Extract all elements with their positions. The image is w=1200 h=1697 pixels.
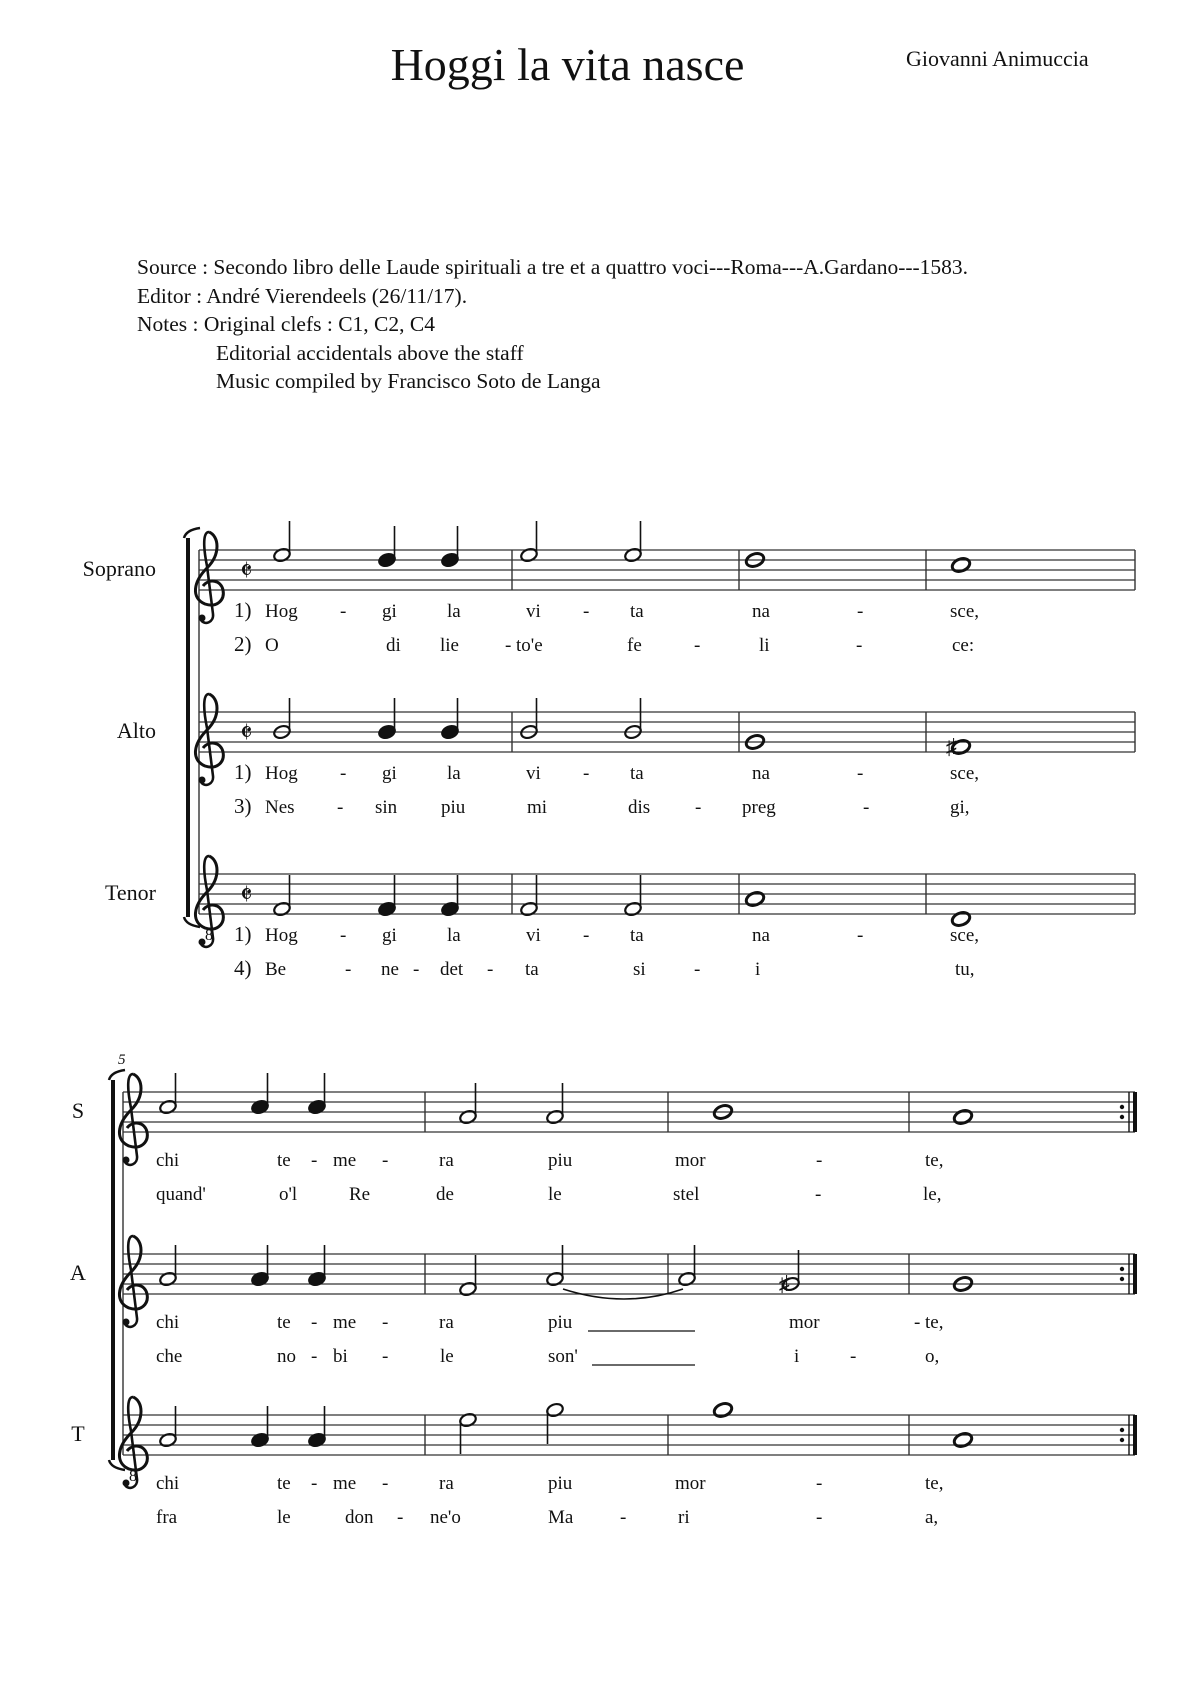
half-note	[624, 875, 643, 917]
half-note	[273, 698, 292, 740]
lyric-hyphen: -	[694, 959, 701, 980]
lyric-syllable: gi	[382, 763, 397, 784]
half-note	[159, 1073, 178, 1115]
whole-note	[712, 1401, 733, 1418]
half-note	[520, 521, 539, 563]
lyric-hyphen: -	[382, 1312, 389, 1333]
lyric-syllable: na	[752, 601, 770, 622]
lyric-syllable: ta	[630, 763, 644, 784]
lyric-syllable: preg	[742, 797, 776, 818]
half-note	[624, 698, 643, 740]
repeat-dot	[1120, 1115, 1124, 1119]
time-signature-cut: 𝄵	[240, 556, 253, 587]
staff-group-s	[72, 1073, 1135, 1205]
lyric-syllable: ne	[381, 959, 399, 980]
bracket-hook	[109, 1070, 125, 1080]
compiled-by-note: Music compiled by Francisco Soto de Langa	[216, 369, 601, 393]
lyric-syllable: fe	[627, 635, 642, 656]
half-note	[520, 698, 539, 740]
half-note	[546, 1402, 565, 1444]
lyric-syllable: dis	[628, 797, 651, 818]
lyric-hyphen: -	[856, 635, 863, 656]
lyric-hyphen: -	[694, 635, 701, 656]
lyric-hyphen: -	[695, 797, 702, 818]
measure-number: 5	[118, 1052, 126, 1068]
quarter-note	[251, 1406, 270, 1448]
lyric-line-1	[156, 1150, 943, 1171]
sharp-accidental: ♯	[946, 734, 957, 759]
lyric-syllable: te,	[925, 1473, 944, 1494]
lyric-verse-1	[265, 763, 979, 784]
piece-title: Hoggi la vita nasce	[390, 39, 745, 90]
lyric-hyphen: -	[815, 1184, 822, 1205]
lyric-syllable: bi	[333, 1346, 348, 1367]
composer-name: Giovanni Animuccia	[906, 46, 1089, 71]
staff-group-tenor	[105, 856, 1135, 980]
half-note	[459, 1083, 478, 1125]
lyric-syllable: Re	[349, 1184, 371, 1205]
quarter-note	[378, 526, 397, 568]
lyric-syllable: ta	[630, 601, 644, 622]
quarter-note	[308, 1406, 327, 1448]
staff-tenor	[199, 874, 1135, 914]
lyric-line-2	[156, 1507, 938, 1528]
lyric-hyphen: -	[583, 763, 590, 784]
staff-name: S	[71, 1098, 85, 1123]
lyric-syllable: li	[759, 635, 770, 656]
lyric-syllable: o'l	[279, 1184, 298, 1205]
lyric-syllable: la	[447, 601, 461, 622]
whole-note	[744, 890, 765, 907]
bracket-hook	[184, 528, 200, 538]
lyric-hyphen: -	[816, 1507, 823, 1528]
half-note	[459, 1255, 478, 1297]
lyric-syllable: che	[156, 1346, 183, 1367]
lyric-syllable: det	[440, 959, 464, 980]
lyric-syllable: stel	[673, 1184, 700, 1205]
lyric-syllable: Hog	[265, 601, 298, 622]
lyric-syllable: fra	[156, 1507, 178, 1528]
editorial-accidentals-note: Editorial accidentals above the staff	[216, 340, 524, 365]
lyric-syllable: i	[755, 959, 761, 980]
lyric-line-1	[156, 1312, 943, 1333]
quarter-note	[378, 875, 397, 917]
whole-note	[952, 1108, 973, 1125]
lyric-syllable: te	[277, 1150, 291, 1171]
lyric-syllable: don	[345, 1507, 374, 1528]
lyric-syllable: le	[548, 1184, 562, 1205]
verse-number: 1)	[234, 922, 252, 946]
staff-group-a	[70, 1236, 1135, 1367]
lyric-syllable: vi	[526, 601, 541, 622]
sharp-accidental: ♯	[779, 1271, 790, 1296]
half-note	[546, 1083, 565, 1125]
lyric-syllable: chi	[156, 1473, 180, 1494]
lyric-hyphen: -	[413, 959, 420, 980]
quarter-note	[308, 1073, 327, 1115]
lyric-line-2	[156, 1346, 939, 1367]
lyric-syllable: tu,	[955, 959, 975, 980]
lyric-syllable: na	[752, 925, 770, 946]
verse-number: 1)	[234, 760, 252, 784]
lyric-hyphen: -	[857, 601, 864, 622]
whole-note	[952, 1431, 973, 1448]
half-note	[678, 1245, 697, 1287]
lyric-syllable: no	[277, 1346, 296, 1367]
octave-clef-mark: 8	[205, 927, 213, 944]
lyric-syllable: piu	[548, 1150, 573, 1171]
lyric-syllable: ne'o	[430, 1507, 461, 1528]
lyric-hyphen: -	[914, 1312, 921, 1333]
lyric-syllable: le	[277, 1507, 291, 1528]
editor-line: Editor : André Vierendeels (26/11/17).	[137, 283, 468, 308]
lyric-syllable: Hog	[265, 763, 298, 784]
verse-number: 4)	[234, 956, 252, 980]
lyric-syllable: lie	[440, 635, 459, 656]
staff-soprano	[199, 550, 1135, 590]
staff-t	[123, 1415, 1135, 1455]
lyric-syllable: de	[436, 1184, 454, 1205]
lyric-verse-2	[265, 635, 974, 656]
lyric-syllable: piu	[441, 797, 466, 818]
time-signature-cut: 𝄵	[240, 718, 253, 749]
repeat-dot	[1120, 1438, 1124, 1442]
source-line: Source : Secondo libro delle Laude spirituali a tre et a quattro voci---Roma---A.Gardano---1583.	[137, 255, 969, 279]
lyric-syllable: te,	[925, 1312, 944, 1333]
lyric-syllable: piu	[548, 1312, 573, 1333]
lyric-syllable: gi,	[950, 797, 970, 818]
system-1	[83, 521, 1135, 980]
lyric-hyphen: -	[340, 925, 347, 946]
lyric-syllable: la	[447, 763, 461, 784]
staff-alto	[199, 712, 1135, 752]
lyric-syllable: Ma	[548, 1507, 574, 1528]
lyric-syllable: le	[440, 1346, 454, 1367]
lyric-hyphen: -	[857, 925, 864, 946]
lyric-hyphen: -	[816, 1150, 823, 1171]
lyric-syllable: me	[333, 1312, 357, 1333]
lyric-syllable: ra	[439, 1473, 454, 1494]
lyric-syllable: la	[447, 925, 461, 946]
lyric-syllable: vi	[526, 925, 541, 946]
lyric-syllable: ri	[678, 1507, 690, 1528]
lyric-hyphen: -	[382, 1473, 389, 1494]
lyric-syllable: sce,	[950, 601, 980, 622]
staff-name: Tenor	[105, 880, 156, 905]
lyric-syllable: te	[277, 1473, 291, 1494]
lyric-hyphen: -	[340, 601, 347, 622]
quarter-note	[441, 875, 460, 917]
staff-name: T	[71, 1421, 85, 1446]
quarter-note	[251, 1245, 270, 1287]
lyric-verse-2	[265, 797, 970, 818]
lyric-hyphen: -	[382, 1346, 389, 1367]
repeat-dot	[1120, 1428, 1124, 1432]
lyric-syllable: Nes	[265, 797, 295, 818]
repeat-dot	[1120, 1267, 1124, 1271]
lyric-hyphen: -	[620, 1507, 627, 1528]
lyric-hyphen: -	[340, 763, 347, 784]
staff-name: Soprano	[82, 556, 156, 581]
lyric-hyphen: -	[857, 763, 864, 784]
lyric-syllable: le,	[923, 1184, 942, 1205]
lyric-syllable: O	[265, 635, 279, 656]
whole-note	[950, 556, 971, 573]
lyric-hyphen: -	[583, 601, 590, 622]
lyric-syllable: sce,	[950, 763, 980, 784]
half-note	[624, 521, 643, 563]
lyric-syllable: Hog	[265, 925, 298, 946]
lyric-syllable: piu	[548, 1473, 573, 1494]
lyric-verse-1	[265, 925, 979, 946]
lyric-syllable: chi	[156, 1150, 180, 1171]
lyric-syllable: gi	[382, 925, 397, 946]
lyric-verse-2	[265, 959, 975, 980]
lyric-hyphen: -	[345, 959, 352, 980]
half-note	[273, 875, 292, 917]
lyric-hyphen: -	[505, 635, 512, 656]
lyric-syllable: ra	[439, 1312, 454, 1333]
half-note	[273, 521, 292, 563]
lyric-syllable: mor	[675, 1473, 706, 1494]
lyric-syllable: ta	[525, 959, 539, 980]
lyric-syllable: sce,	[950, 925, 980, 946]
quarter-note	[441, 526, 460, 568]
lyric-syllable: me	[333, 1150, 357, 1171]
repeat-dot	[1120, 1277, 1124, 1281]
lyric-syllable: o,	[925, 1346, 940, 1367]
staff-name: A	[70, 1260, 86, 1285]
lyric-hyphen: -	[311, 1346, 318, 1367]
lyric-syllable: ce:	[952, 635, 975, 656]
lyric-syllable: si	[633, 959, 646, 980]
lyric-syllable: gi	[382, 601, 397, 622]
time-signature-cut: 𝄵	[240, 880, 253, 911]
half-note	[520, 875, 539, 917]
lyric-line-1	[156, 1473, 943, 1494]
lyric-hyphen: -	[311, 1150, 318, 1171]
half-note	[159, 1406, 178, 1448]
staff-name: Alto	[116, 718, 156, 743]
octave-clef-mark: 8	[129, 1468, 137, 1485]
lyric-syllable: Be	[265, 959, 287, 980]
staff-group-t	[71, 1397, 1135, 1528]
lyric-syllable: me	[333, 1473, 357, 1494]
lyric-syllable: sin	[375, 797, 398, 818]
verse-number: 3)	[234, 794, 252, 818]
lyric-syllable: te	[277, 1312, 291, 1333]
lyric-syllable: vi	[526, 763, 541, 784]
lyric-syllable: mi	[527, 797, 548, 818]
lyric-hyphen: -	[487, 959, 494, 980]
lyric-hyphen: -	[863, 797, 870, 818]
lyric-verse-1	[265, 601, 979, 622]
lyric-syllable: son'	[548, 1346, 578, 1367]
lyric-syllable: to'e	[516, 635, 543, 656]
half-note	[459, 1412, 478, 1454]
quarter-note	[378, 698, 397, 740]
quarter-note	[441, 698, 460, 740]
staff-s	[123, 1092, 1135, 1132]
lyric-hyphen: -	[311, 1473, 318, 1494]
staff-group-soprano	[83, 521, 1135, 656]
lyric-syllable: ta	[630, 925, 644, 946]
system-2	[70, 1052, 1135, 1528]
lyric-hyphen: -	[816, 1473, 823, 1494]
lyric-syllable: ra	[439, 1150, 454, 1171]
lyric-syllable: quand'	[156, 1184, 206, 1205]
lyric-hyphen: -	[311, 1312, 318, 1333]
lyric-syllable: te,	[925, 1150, 944, 1171]
lyric-syllable: a,	[925, 1507, 939, 1528]
lyric-syllable: di	[386, 635, 401, 656]
lyric-hyphen: -	[397, 1507, 404, 1528]
notes-line: Notes : Original clefs : C1, C2, C4	[137, 312, 435, 336]
lyric-hyphen: -	[382, 1150, 389, 1171]
quarter-note	[308, 1245, 327, 1287]
staff-a	[123, 1254, 1135, 1294]
verse-number: 1)	[234, 598, 252, 622]
half-note	[159, 1245, 178, 1287]
lyric-line-2	[156, 1184, 941, 1205]
quarter-note	[251, 1073, 270, 1115]
repeat-dot	[1120, 1105, 1124, 1109]
lyric-syllable: chi	[156, 1312, 180, 1333]
staff-group-alto	[117, 694, 1135, 818]
half-note	[546, 1245, 565, 1287]
lyric-syllable: mor	[675, 1150, 706, 1171]
lyric-syllable: i	[794, 1346, 800, 1367]
lyric-syllable: na	[752, 763, 770, 784]
lyric-hyphen: -	[337, 797, 344, 818]
lyric-syllable: mor	[789, 1312, 820, 1333]
verse-number: 2)	[234, 632, 252, 656]
lyric-hyphen: -	[850, 1346, 857, 1367]
lyric-hyphen: -	[583, 925, 590, 946]
